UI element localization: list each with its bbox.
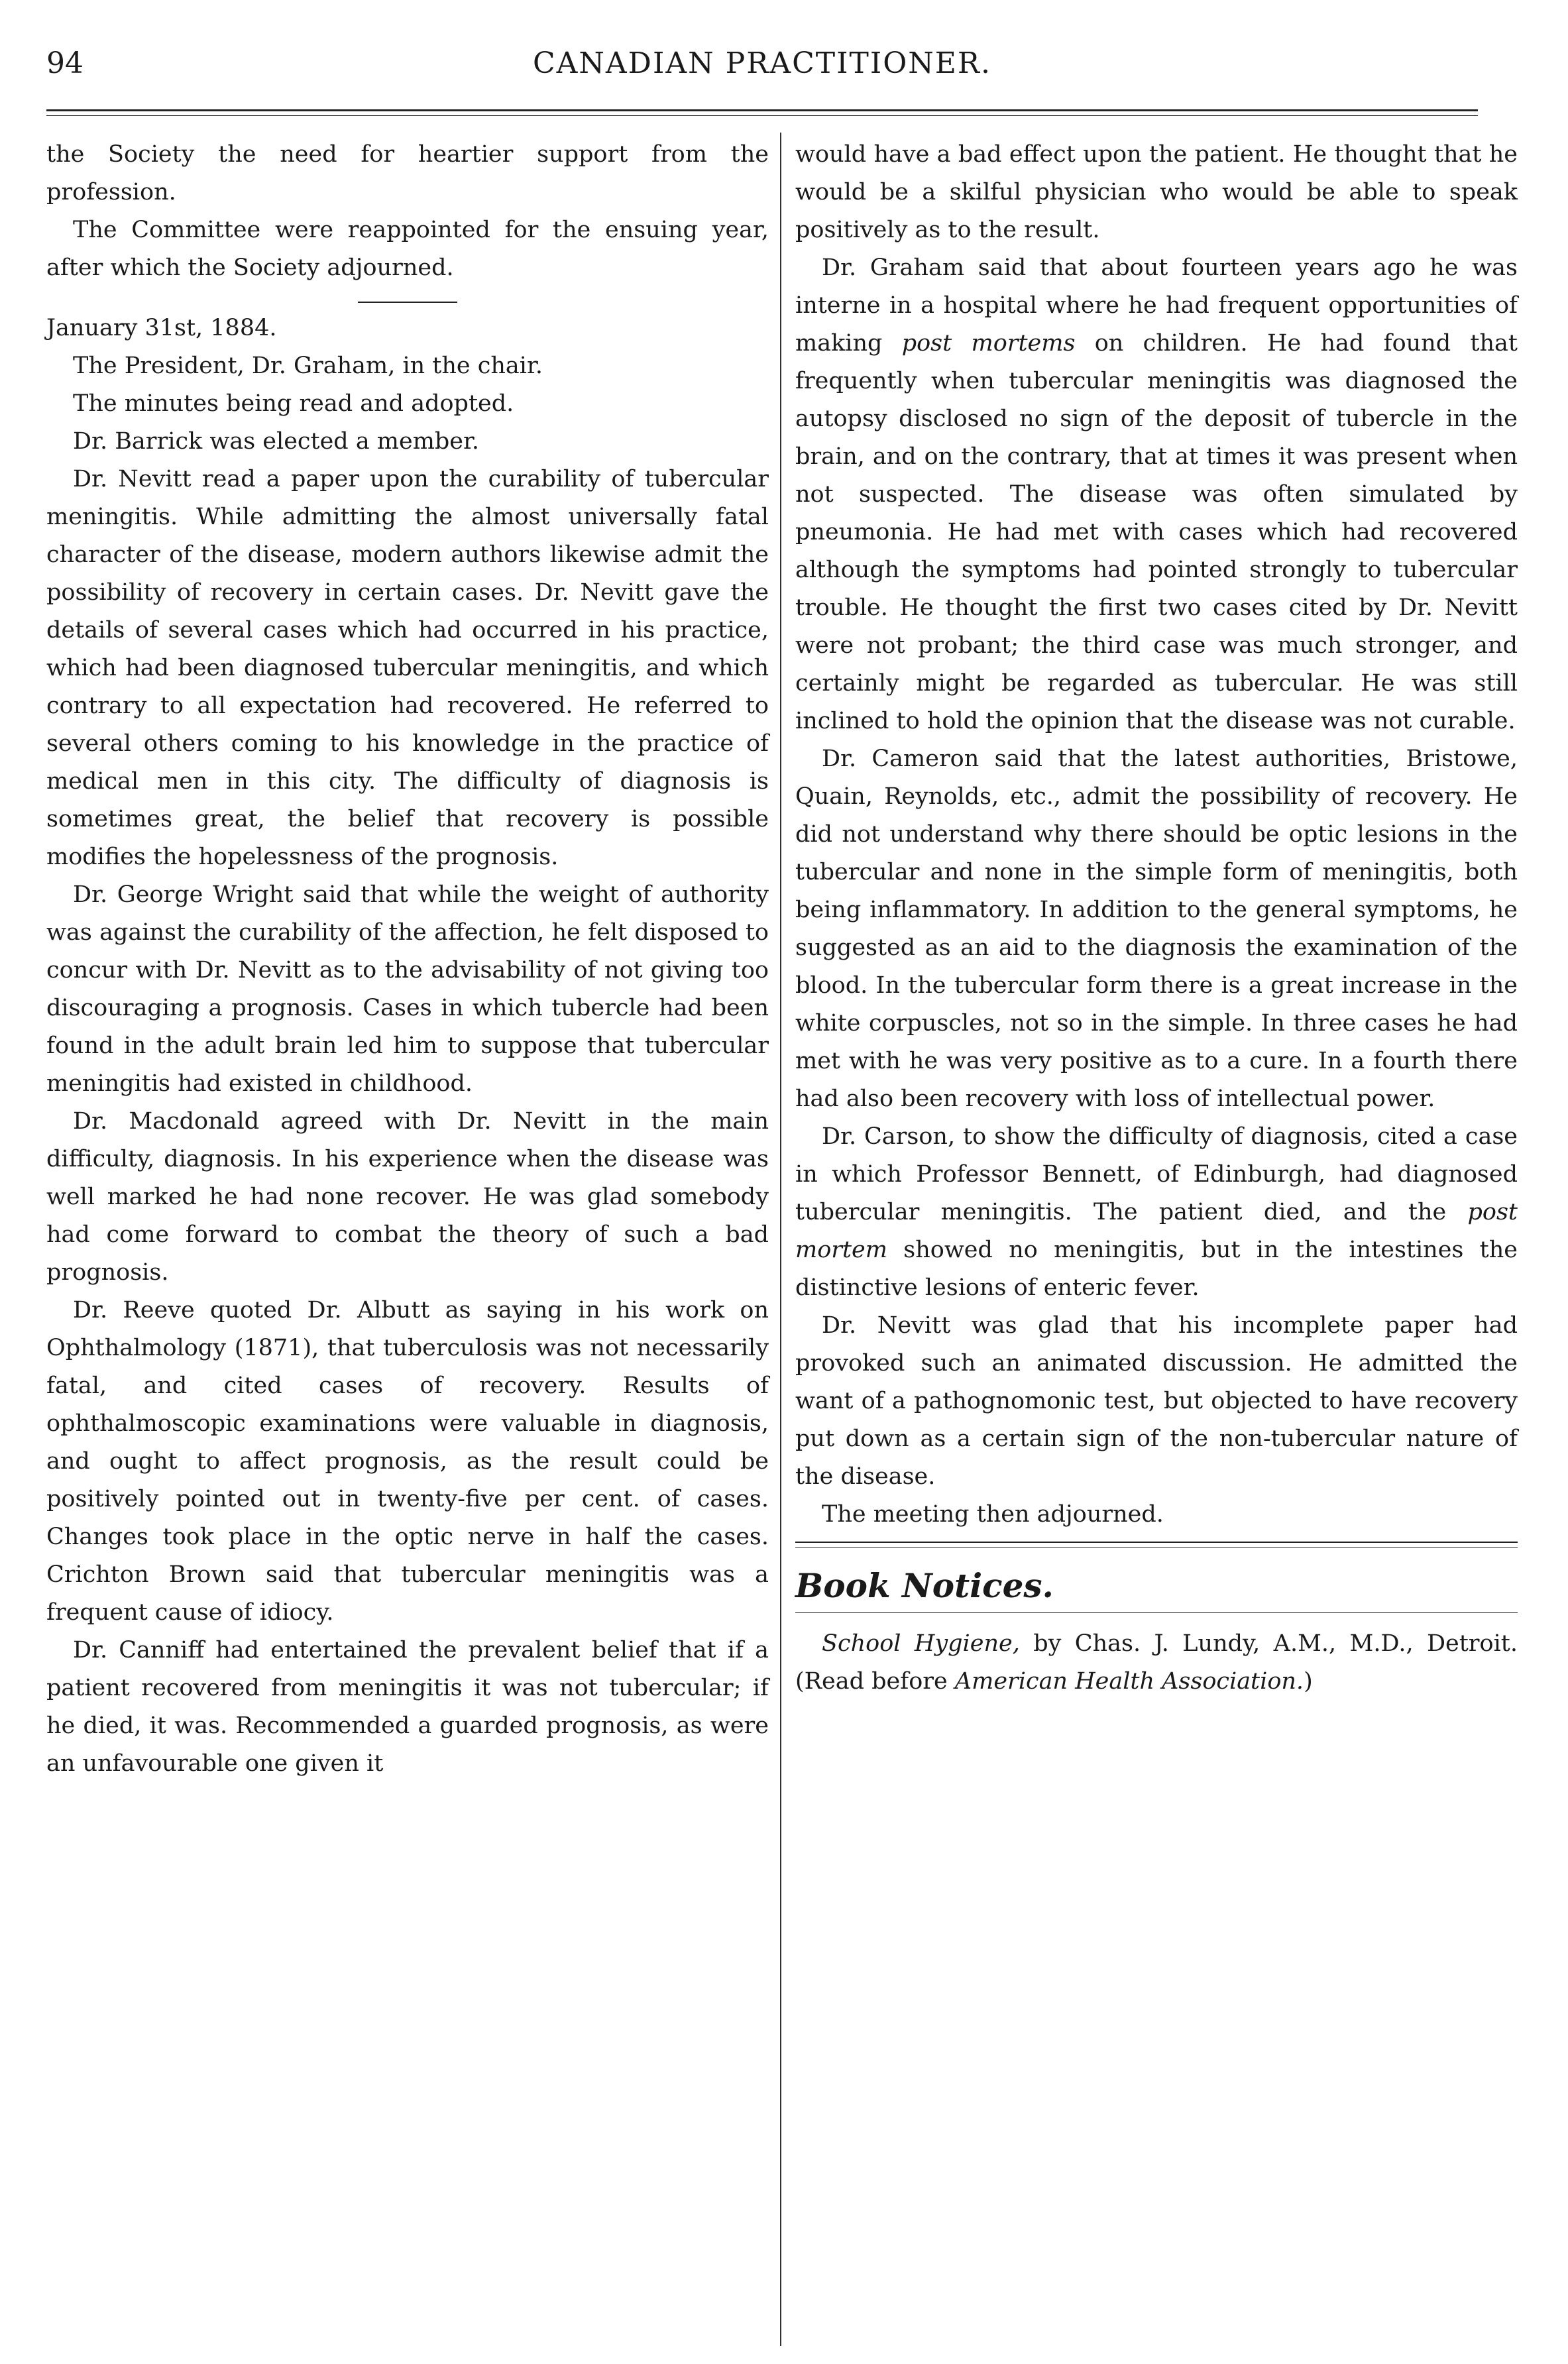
paragraph: the Society the need for heartier support from the profession. — [46, 141, 769, 205]
text-run: Dr. Graham said that about fourteen years ago he was interne in a hospital where he had frequent opportunities of making — [795, 254, 1518, 357]
paragraph — [795, 1118, 1518, 1307]
paragraph: The meeting then adjourned. — [822, 1501, 1164, 1528]
separator-rule — [358, 302, 457, 303]
text-run: showed no meningitis, but in the intestines the distinctive lesions of enteric fever. — [795, 1237, 1518, 1301]
text-run: Dr. Carson, to show the difficulty of diagnosis, cited a case in which Professor Bennett, of Edinburgh, had diagnosed tubercular meningitis. The patient died, and the — [795, 1123, 1518, 1225]
section-rule-thin — [795, 1547, 1518, 1548]
paragraph: The President, Dr. Graham, in the chair. — [73, 353, 543, 379]
paragraph: Dr. Nevitt was glad that his incomplete paper had provoked such an animated discussion. He admitted the want of a pathognomonic test, but objected to have recovery put down as a certain sign of the non-tubercular nature of the disease. — [795, 1312, 1518, 1490]
text-run: on children. He had found that frequently when tubercular meningitis was diagnosed the autopsy disclosed no sign of the deposit of tubercle in the brain, and on the contrary, that at times it was present when not suspected. The disease was often simulated by pneumonia. He had met with cases which had recovered although the symptoms had pointed strongly to tubercular trouble. He thought the first two cases cited by Dr. Nevitt were not probant; the third case was much stronger, and certainly might be regarded as tubercular. He was still inclined to hold the opinion that the disease was not curable. — [795, 330, 1518, 734]
left-column — [46, 136, 769, 1783]
italic-text: post mortems — [901, 330, 1076, 357]
page-number: 94 — [46, 46, 84, 80]
section-rule — [795, 1542, 1518, 1543]
paragraph: would have a bad effect upon the patient. He thought that he would be a skilful physician who would be able to speak positively as to the result. — [795, 141, 1518, 243]
paragraph: Dr. Canniff had entertained the prevalent belief that if a patient recovered from meningitis it was not tubercular; if he died, it was. Recommended a guarded prognosis, as were an unfavourable one given it — [46, 1637, 769, 1777]
paragraph: Dr. Barrick was elected a member. — [73, 428, 480, 455]
column-divider — [780, 133, 781, 2346]
section-heading: Book Notices. — [795, 1566, 1054, 1605]
text-run: by Chas. J. Lundy, A.M., M.D., Detroit. (Read before — [795, 1630, 1518, 1695]
meeting-date: January 31st, 1884. — [46, 315, 277, 341]
paragraph: Dr. Reeve quoted Dr. Albutt as saying in his work on Ophthalmology (1871), that tuberculosis was not necessarily fatal, and cited cases of recovery. Results of ophthalmoscopic examinations were valuable in diagnosis, and ought to affect prognosis, as the result could be positively pointed out in twenty-five per cent. of cases. Changes took place in the optic nerve in half the cases. Crichton Brown said that tubercular meningitis was a frequent cause of idiocy. — [46, 1297, 769, 1626]
paragraph — [795, 249, 1518, 740]
paragraph: Dr. George Wright said that while the weight of authority was against the curability of the affection, he felt disposed to concur with Dr. Nevitt as to the advisability of not giving too discouraging a prognosis. Cases in which tubercle had been found in the adult brain led him to suppose that tubercular meningitis had existed in childhood. — [46, 881, 769, 1097]
paragraph: Dr. Cameron said that the latest authorities, Bristowe, Quain, Reynolds, etc., admit the possibility of recovery. He did not understand why there should be optic lesions in the tubercular and none in the simple form of meningitis, both being inflammatory. In addition to the general symptoms, he suggested as an aid to the diagnosis the examination of the blood. In the tubercular form there is a great increase in the white corpuscles, not so in the simple. In three cases he had met with he was very positive as to a cure. In a fourth there had also been recovery with loss of intellectual power. — [795, 746, 1518, 1112]
paragraph: The Committee were reappointed for the ensuing year, after which the Society adjourned. — [46, 217, 769, 281]
section-rule-thin — [795, 1612, 1518, 1613]
book-title: School Hygiene, — [822, 1630, 1020, 1657]
paragraph: Dr. Nevitt read a paper upon the curability of tubercular meningitis. While admitting the almost universally fatal character of the disease, modern authors likewise admit the possibility of recovery in certain cases. Dr. Nevitt gave the details of several cases which had occurred in his practice, which had been diagnosed tubercular meningitis, and which contrary to all expectation had recovered. He referred to several others coming to his knowledge in the practice of medical men in this city. The difficulty of diagnosis is sometimes great, the belief that recovery is possible modifies the hopelessness of the prognosis. — [46, 466, 769, 870]
italic-text: American Health Association. — [954, 1668, 1304, 1695]
paragraph: Dr. Macdonald agreed with Dr. Nevitt in the main difficulty, diagnosis. In his experience when the disease was well marked he had none recover. He was glad somebody had come forward to combat the theory of such a bad prognosis. — [46, 1108, 769, 1286]
header-rule-thin — [46, 115, 1478, 116]
running-head: CANADIAN PRACTITIONER. — [532, 46, 992, 80]
header-rule — [46, 109, 1478, 111]
text-run: ) — [1304, 1668, 1313, 1695]
page-header — [46, 46, 1478, 106]
paragraph: The minutes being read and adopted. — [73, 390, 514, 417]
book-notice — [795, 1625, 1518, 1701]
right-column — [795, 136, 1518, 1701]
italic-text: post mortem — [795, 1199, 1518, 1263]
